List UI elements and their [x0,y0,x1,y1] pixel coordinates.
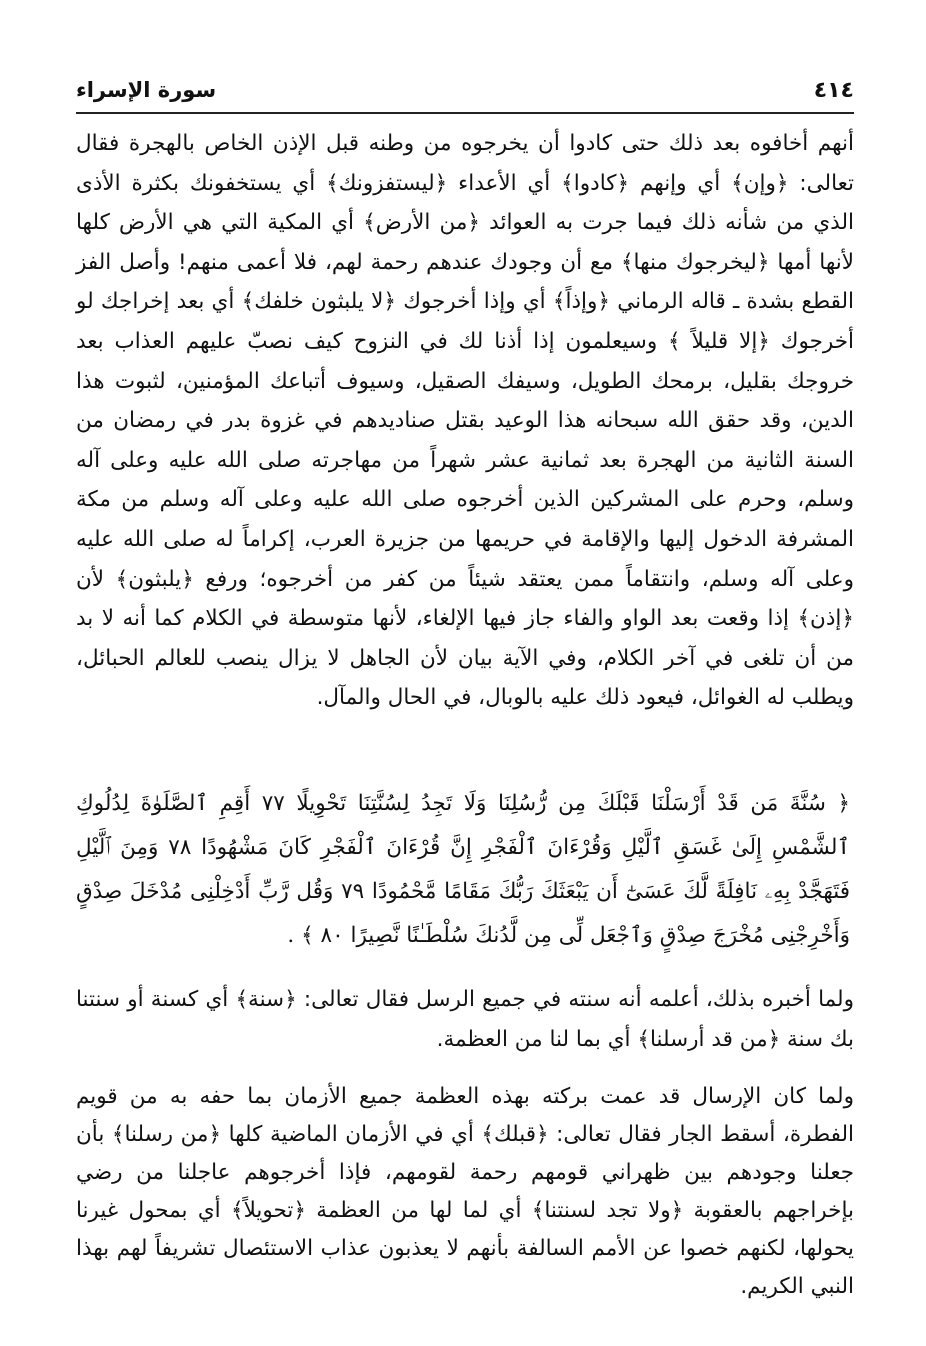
surah-title: سورة الإسراء [76,78,217,102]
paragraph-text: أنهم أخافوه بعد ذلك حتى كادوا أن يخرجوه من وطنه قبل الإذن الخاص بالهجرة فقال تعالى: ﴿وإن﴾ أي وإنهم ﴿كادوا﴾ أي الأعداء ﴿ليستفزونك﴾ أي يستخفونك بكثرة الأذى الذي من شأنه ذلك فيما جرت به العوائد ﴿من الأرض﴾ أي المكية التي هي الأرض كلها لأنها أمها ﴿ليخرجوك منها﴾ مع أن وجودك عندهم رحمة لهم، فلا أعمى منهم! وأصل الفز القطع بشدة ـ قاله الرماني ﴿وإذاً﴾ أي وإذا أخرجوك ﴿لا يلبثون خلفك﴾ أي بعد إخراجك لو أخرجوك ﴿إلا قليلاً ﴾ وسيعلمون إذا أذنا لك في النزوح كيف نصبّ عليهم العذاب بعد خروجك بقليل، برمحك الطويل، وسيفك الصقيل، وسيوف أتباعك المؤمنين، لثبوت هذا الدين، وقد حقق الله سبحانه هذا الوعيد بقتل صناديدهم في غزوة بدر في رمضان من السنة الثانية من الهجرة بعد ثمانية عشر شهراً من مهاجرته صلى الله عليه وعلى آله وسلم، وحرم على المشركين الذين أخرجوه صلى الله عليه وعلى آله وسلم من مكة المشرفة الدخول إليها والإقامة في حريمها من جزيرة العرب، إكراماً له صلى الله عليه وعلى آله وسلم، وانتقاماً ممن يعتقد شيئاً من كفر من أخرجوه؛ ورفع ﴿يلبثون﴾ لأن ﴿إذن﴾ إذا وقعت بعد الواو والفاء جاز فيها الإلغاء، لأنها متوسطة في الكلام كما أنه لا بد من أن تلغى في آخر الكلام، وفي الآية بيان لأن الجاهل لا يزال ينصب للعالم الحبائل، ويطلب له الغوائل، فيعود ذلك عليه بالوبال، في الحال والمآل. [76,131,854,711]
quran-verses-block [76,782,850,958]
paragraph-text: ولما كان الإرسال قد عمت بركته بهذه العظمة جميع الأزمان بما حفه به من قويم الفطرة، أسقط الجار فقال تعالى: ﴿قبلك﴾ أي في الأزمان الماضية كلها ﴿من رسلنا﴾ بأن جعلنا وجودهم بين ظهراني قومهم رحمة لقومهم، فإذا أخرجوهم عاجلنا من رضي بإخراجهم بالعقوبة ﴿ولا تجد لسنتنا﴾ أي لما لها من العظمة ﴿تحويلاً﴾ أي بمحول غيرنا يحولها، لكنهم خصوا عن الأمم السالفة بأنهم لا يعذبون عذاب الاستئصال تشريفاً لهم بهذا النبي الكريم. [76,1084,854,1299]
commentary-paragraph-3 [76,1078,854,1306]
page-number: ٤١٤ [813,78,854,103]
page-header [76,78,854,108]
commentary-paragraph-2 [76,980,854,1060]
paragraph-text: ولما أخبره بذلك، أعلمه أنه سنته في جميع الرسل فقال تعالى: ﴿سنة﴾ أي كسنة أو سنتنا بك سنة ﴿من قد أرسلنا﴾ أي بما لنا من العظمة. [76,987,854,1052]
header-divider [76,112,854,114]
quran-verses-text: ﴿ سُنَّةَ مَن قَدْ أَرْسَلْنَا قَبْلَكَ مِن رُّسُلِنَا وَلَا تَجِدُ لِسُنَّتِنَا تَحْوِيلًا ٧٧ أَقِمِ ٱلصَّلَوٰةَ لِدُلُوكِ ٱلشَّمْسِ إِلَىٰ غَسَقِ ٱلَّيْلِ وَقُرْءَانَ ٱلْفَجْرِ إِنَّ قُرْءَانَ ٱلْفَجْرِ كَانَ مَشْهُودًا ٧٨ وَمِنَ ٱلَّيْلِ فَتَهَجَّدْ بِهِۦ نَافِلَةً لَّكَ عَسَىٰٓ أَن يَبْعَثَكَ رَبُّكَ مَقَامًا مَّحْمُودًا ٧٩ وَقُل رَّبِّ أَدْخِلْنِى مُدْخَلَ صِدْقٍ وَأَخْرِجْنِى مُخْرَجَ صِدْقٍ وَٱجْعَل لِّى مِن لَّدُنكَ سُلْطَـٰنًا نَّصِيرًا ٨٠ ﴾ . [76,791,850,948]
commentary-paragraph-1 [76,124,854,718]
